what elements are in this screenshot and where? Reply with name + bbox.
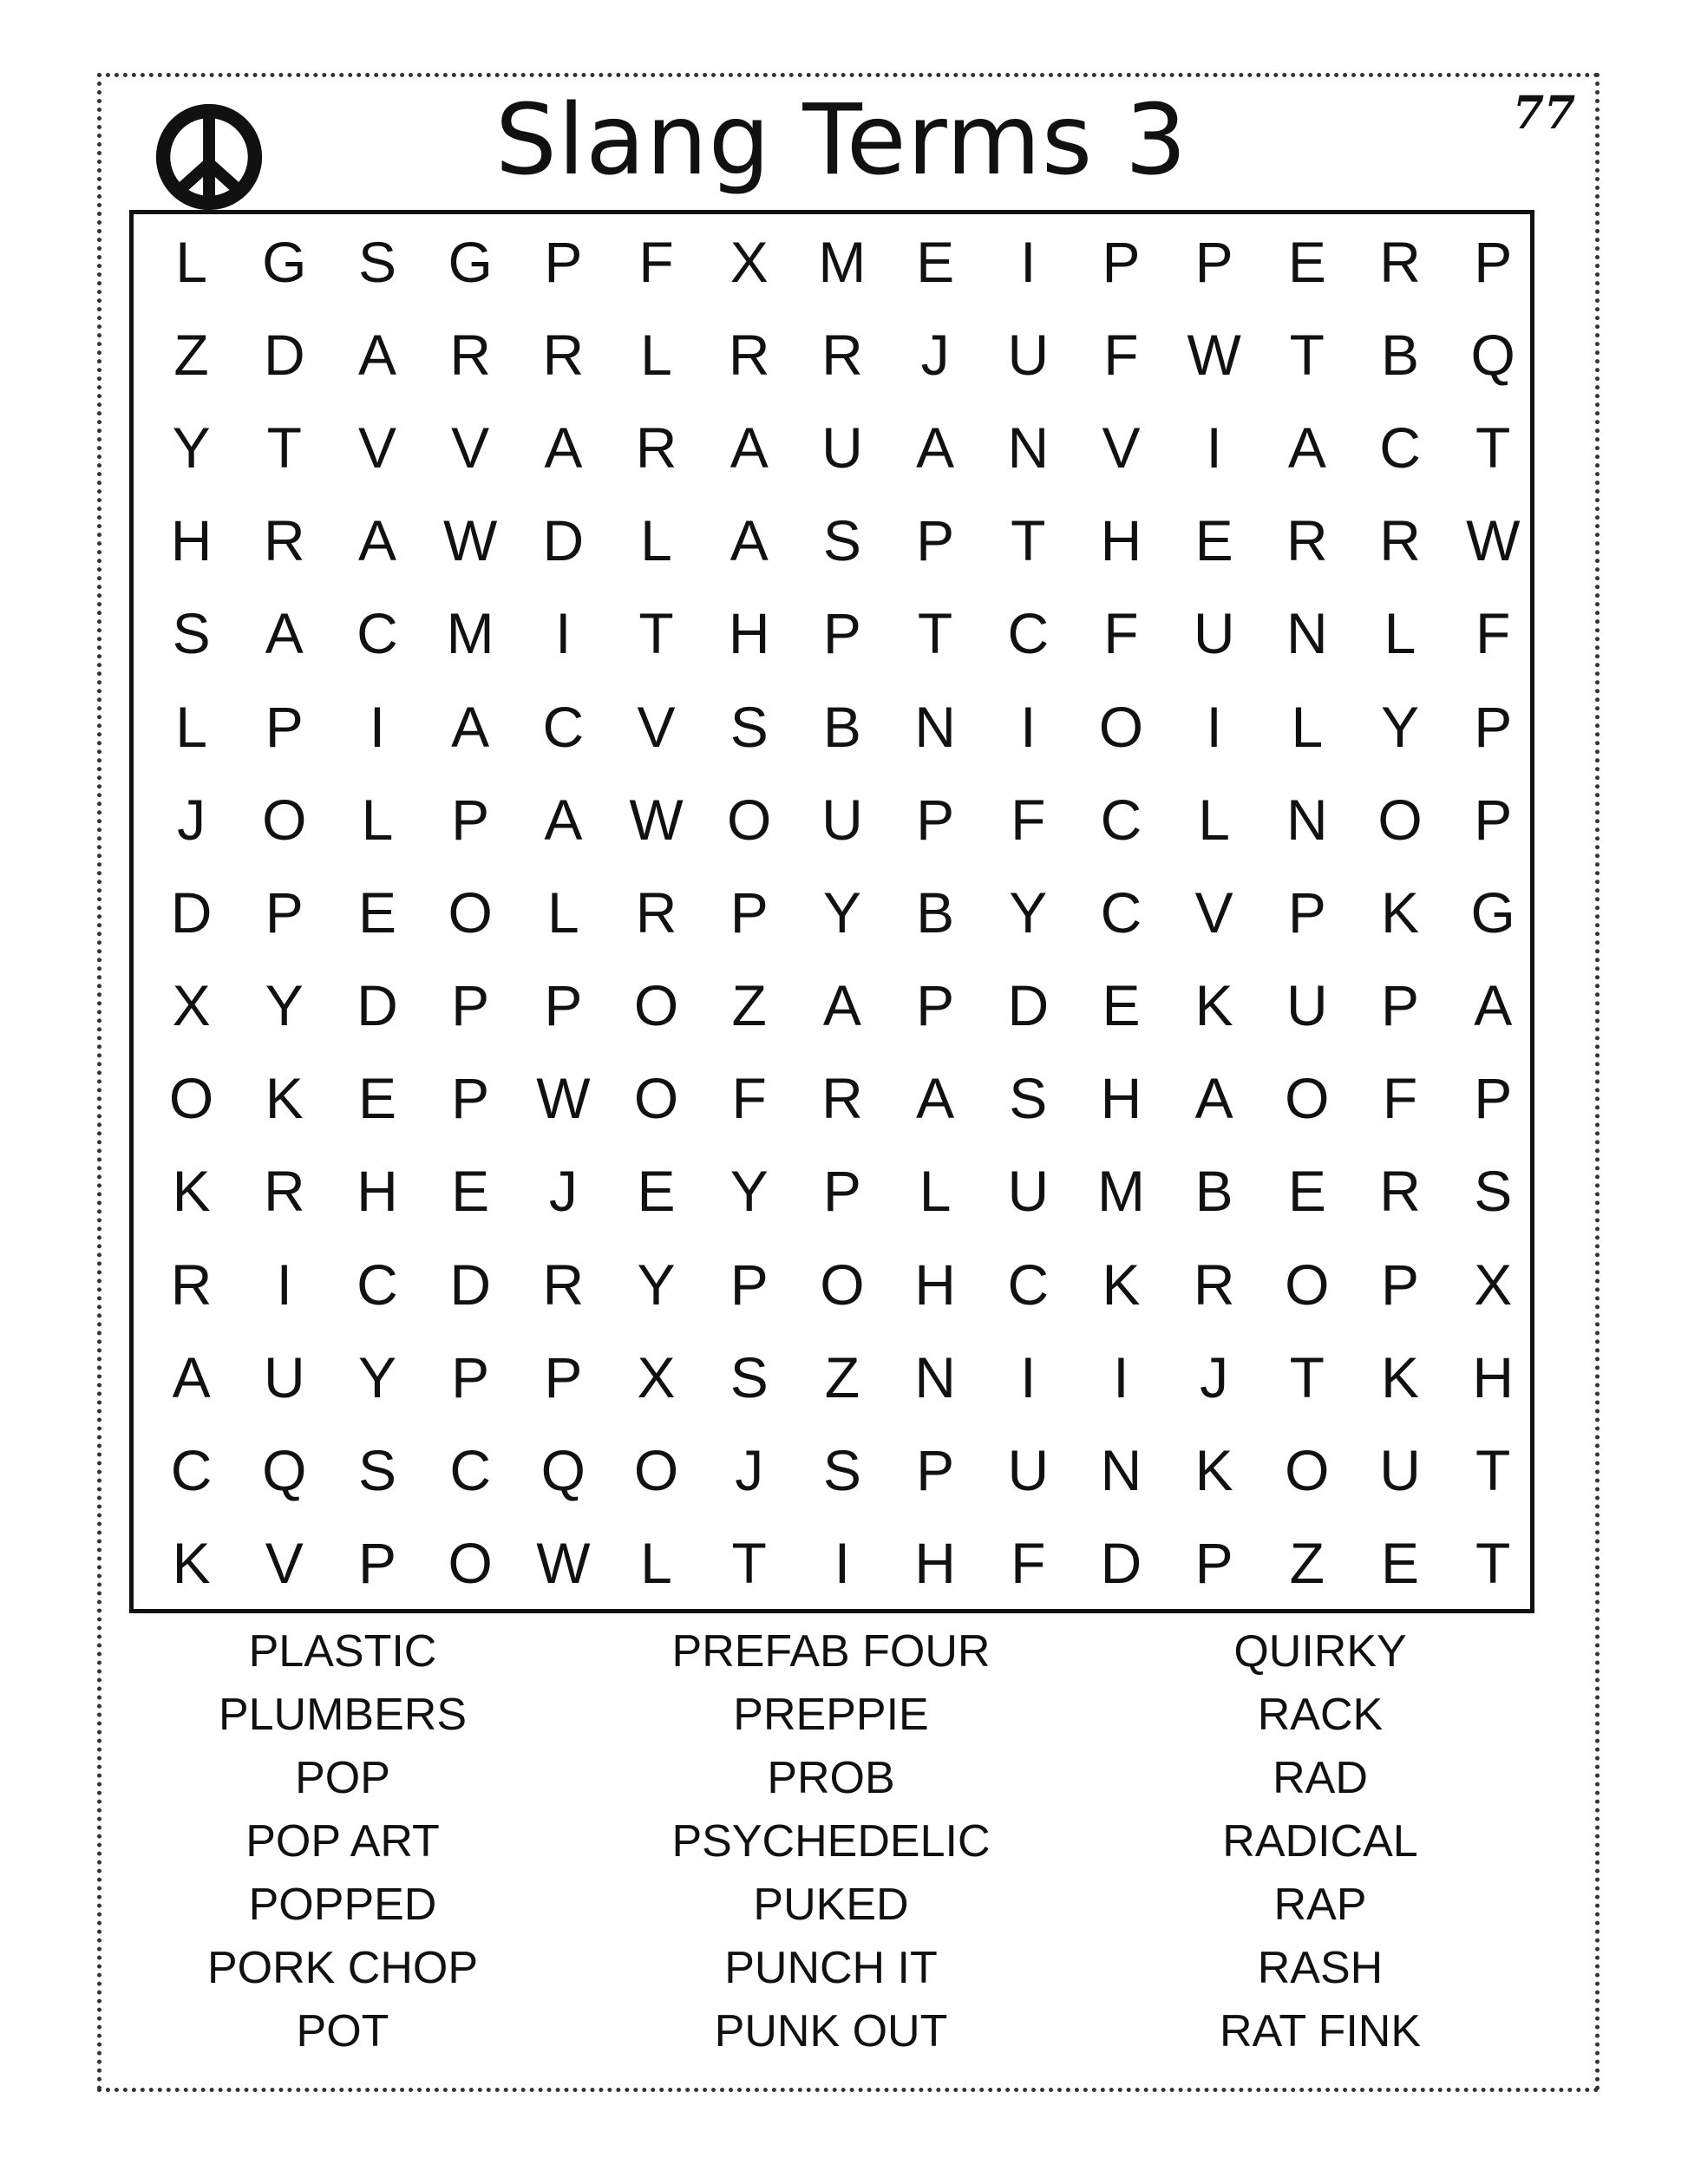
word-column	[1077, 1620, 1563, 2063]
grid-cell[interactable]: P	[1102, 229, 1141, 294]
grid-cell[interactable]: A	[451, 694, 490, 759]
grid-cell[interactable]: U	[1007, 1159, 1050, 1224]
grid-cell[interactable]: P	[822, 1159, 861, 1224]
grid-cell[interactable]: W	[629, 787, 684, 852]
grid-cell[interactable]: I	[1206, 694, 1222, 759]
grid-cell[interactable]: R	[449, 322, 491, 387]
grid-cell[interactable]: D	[357, 973, 398, 1038]
grid-cell[interactable]: R	[1286, 508, 1328, 573]
grid-cell[interactable]: C	[1100, 879, 1142, 945]
grid-cell[interactable]: N	[1100, 1438, 1142, 1503]
grid-cell[interactable]: K	[172, 1159, 211, 1224]
grid-cell[interactable]: A	[916, 415, 955, 480]
grid-cell[interactable]: P	[1287, 879, 1326, 945]
word-item: RAP	[1273, 1880, 1367, 1930]
grid-cell[interactable]: A	[544, 787, 583, 852]
grid-cell[interactable]: K	[1194, 973, 1233, 1038]
word-item: PUNK OUT	[714, 2006, 948, 2056]
grid-cell[interactable]: P	[357, 1531, 396, 1596]
grid-cell[interactable]: P	[916, 508, 955, 573]
grid-cell[interactable]: D	[1100, 1531, 1142, 1596]
grid-cell[interactable]: R	[821, 1066, 863, 1131]
grid-cell[interactable]: F	[1382, 1066, 1418, 1131]
grid-cell[interactable]: L	[640, 1531, 672, 1596]
peace-sign-icon	[154, 102, 264, 212]
grid-cell[interactable]: H	[1100, 1066, 1142, 1131]
grid-cell[interactable]: C	[1379, 415, 1421, 480]
grid-cell[interactable]: T	[638, 601, 674, 666]
grid-cell[interactable]: L	[175, 229, 207, 294]
word-item: POPPED	[248, 1880, 437, 1930]
grid-cell[interactable]: O	[448, 1531, 493, 1596]
grid-cell[interactable]: U	[1286, 973, 1328, 1038]
grid-cell[interactable]: S	[730, 1344, 769, 1409]
grid-cell[interactable]: V	[1194, 879, 1233, 945]
grid-cell[interactable]: C	[542, 694, 585, 759]
word-item: RAD	[1273, 1753, 1368, 1803]
grid-cell[interactable]: O	[820, 1252, 865, 1317]
grid-cell[interactable]: F	[638, 229, 674, 294]
grid-cell[interactable]: D	[542, 508, 585, 573]
grid-cell[interactable]: P	[822, 601, 861, 666]
grid-cell[interactable]: Y	[637, 1252, 676, 1317]
grid-cell[interactable]: A	[172, 1344, 211, 1409]
grid-cell[interactable]: O	[727, 787, 772, 852]
grid-cell[interactable]: E	[1102, 973, 1141, 1038]
grid-cell[interactable]: F	[1011, 1531, 1046, 1596]
grid-cell[interactable]: O	[633, 973, 679, 1038]
grid-cell[interactable]: R	[635, 415, 677, 480]
grid-cell[interactable]: P	[451, 1344, 490, 1409]
grid-cell[interactable]: J	[735, 1438, 764, 1503]
grid-cell[interactable]: I	[1020, 229, 1037, 294]
grid-cell[interactable]: A	[1474, 973, 1513, 1038]
grid-cell[interactable]: Z	[824, 1344, 860, 1409]
grid-cell[interactable]: I	[1020, 1344, 1037, 1409]
grid-cell[interactable]: V	[637, 694, 676, 759]
page-title: Slang Terms 3	[494, 84, 1188, 197]
grid-cell[interactable]: J	[177, 787, 206, 852]
grid-cell[interactable]: L	[546, 879, 579, 945]
grid-cell[interactable]: L	[640, 508, 672, 573]
page-number: 77	[1512, 87, 1576, 140]
grid-cell[interactable]: C	[449, 1438, 491, 1503]
grid-cell[interactable]: I	[1020, 694, 1037, 759]
grid-cell[interactable]: T	[1289, 1344, 1325, 1409]
grid-cell[interactable]: P	[1381, 973, 1420, 1038]
grid-cell[interactable]: P	[544, 973, 583, 1038]
grid-cell[interactable]: D	[170, 879, 213, 945]
grid-cell[interactable]: Z	[173, 322, 209, 387]
grid-cell[interactable]: N	[1007, 415, 1050, 480]
grid-cell[interactable]: E	[451, 1159, 490, 1224]
grid-cell[interactable]: O	[262, 787, 307, 852]
grid-cell[interactable]: P	[1474, 787, 1513, 852]
grid-cell[interactable]: P	[544, 229, 583, 294]
grid-cell[interactable]: N	[914, 1344, 956, 1409]
grid-cell[interactable]: T	[917, 601, 953, 666]
grid-cell[interactable]: R	[821, 322, 863, 387]
grid-cell[interactable]: P	[265, 879, 304, 945]
grid-cell[interactable]: B	[916, 879, 955, 945]
grid-cell[interactable]: Z	[1289, 1531, 1325, 1596]
grid-cell[interactable]: T	[1289, 322, 1325, 387]
grid-cell[interactable]: P	[451, 1066, 490, 1131]
grid-cell[interactable]: K	[1102, 1252, 1141, 1317]
grid-cell[interactable]: R	[542, 322, 585, 387]
grid-cell[interactable]: R	[542, 1252, 585, 1317]
grid-cell[interactable]: U	[1007, 322, 1050, 387]
word-item: PLASTIC	[248, 1626, 437, 1677]
grid-cell[interactable]: P	[451, 787, 490, 852]
word-column	[588, 1620, 1074, 2063]
grid-cell[interactable]: N	[914, 694, 956, 759]
grid-cell[interactable]: R	[263, 1159, 305, 1224]
grid-cell[interactable]: Z	[731, 973, 767, 1038]
grid-cell[interactable]: V	[357, 415, 396, 480]
grid-cell[interactable]: G	[262, 229, 307, 294]
grid-cell[interactable]: W	[1187, 322, 1241, 387]
word-item: POP ART	[245, 1816, 440, 1867]
grid-cell[interactable]: L	[1291, 694, 1324, 759]
grid-cell[interactable]: P	[916, 973, 955, 1038]
grid-cell[interactable]: Y	[357, 1344, 396, 1409]
grid-cell[interactable]: K	[265, 1066, 304, 1131]
grid-cell[interactable]: Y	[172, 415, 211, 480]
grid-cell[interactable]: S	[357, 229, 396, 294]
grid-cell[interactable]: X	[172, 973, 211, 1038]
grid-cell[interactable]: O	[448, 879, 493, 945]
grid-cell[interactable]: S	[822, 1438, 861, 1503]
word-item: POT	[296, 2006, 389, 2056]
word-item: PUNCH IT	[724, 1943, 938, 1993]
grid-cell[interactable]: S	[730, 694, 769, 759]
grid-cell[interactable]: E	[637, 1159, 676, 1224]
grid-cell[interactable]: D	[263, 322, 305, 387]
grid-cell[interactable]: S	[172, 601, 211, 666]
grid-cell[interactable]: U	[1193, 601, 1235, 666]
grid-cell[interactable]: Y	[822, 879, 861, 945]
word-item: RADICAL	[1222, 1816, 1418, 1867]
grid-cell[interactable]: O	[168, 1066, 214, 1131]
grid-cell[interactable]: L	[1384, 601, 1416, 666]
grid-cell[interactable]: C	[1007, 1252, 1050, 1317]
grid-cell[interactable]: U	[1007, 1438, 1050, 1503]
grid-cell[interactable]: O	[1285, 1438, 1330, 1503]
grid-cell[interactable]: D	[449, 1252, 491, 1317]
grid-cell[interactable]: U	[821, 787, 863, 852]
grid-cell[interactable]: M	[1096, 1159, 1145, 1224]
grid-cell[interactable]: A	[357, 322, 396, 387]
grid-cell[interactable]: Y	[265, 973, 304, 1038]
grid-cell[interactable]: Y	[1381, 694, 1420, 759]
grid-cell[interactable]: K	[1381, 1344, 1420, 1409]
grid-cell[interactable]: E	[916, 229, 955, 294]
grid-cell[interactable]: R	[170, 1252, 213, 1317]
grid-cell[interactable]: L	[640, 322, 672, 387]
grid-cell[interactable]: A	[357, 508, 396, 573]
grid-cell[interactable]: F	[1103, 322, 1139, 387]
word-item: RACK	[1257, 1690, 1384, 1740]
grid-cell[interactable]: X	[730, 229, 769, 294]
grid-cell[interactable]: H	[728, 601, 770, 666]
grid-cell[interactable]: E	[357, 1066, 396, 1131]
grid-cell[interactable]: J	[548, 1159, 578, 1224]
grid-cell[interactable]: I	[834, 1531, 851, 1596]
grid-cell[interactable]: I	[1113, 1344, 1129, 1409]
grid-cell[interactable]: V	[265, 1531, 304, 1596]
grid-cell[interactable]: T	[1011, 508, 1046, 573]
grid-cell[interactable]: P	[451, 973, 490, 1038]
grid-cell[interactable]: I	[1206, 415, 1222, 480]
grid-cell[interactable]: N	[1286, 787, 1328, 852]
grid-cell[interactable]: P	[916, 1438, 955, 1503]
grid-cell[interactable]: R	[1379, 508, 1421, 573]
grid-cell[interactable]: D	[1007, 973, 1050, 1038]
word-item: PUKED	[753, 1880, 909, 1930]
grid-cell[interactable]: U	[821, 415, 863, 480]
grid-cell[interactable]: L	[175, 694, 207, 759]
grid-cell[interactable]: Y	[1009, 879, 1048, 945]
grid-cell[interactable]: R	[1379, 1159, 1421, 1224]
grid-cell[interactable]: R	[1379, 229, 1421, 294]
word-column	[100, 1620, 586, 2063]
grid-cell[interactable]: F	[1011, 787, 1046, 852]
grid-cell[interactable]: C	[357, 1252, 398, 1317]
grid-cell[interactable]: F	[1475, 601, 1511, 666]
grid-cell[interactable]: C	[357, 601, 398, 666]
grid-cell[interactable]: W	[1466, 508, 1521, 573]
grid-cell[interactable]: K	[172, 1531, 211, 1596]
grid-cell[interactable]: P	[544, 1344, 583, 1409]
grid-cell[interactable]: B	[1194, 1159, 1233, 1224]
grid-cell[interactable]: N	[1286, 601, 1328, 666]
grid-cell[interactable]: P	[265, 694, 304, 759]
grid-cell[interactable]: S	[1009, 1066, 1048, 1131]
word-item: RASH	[1257, 1943, 1384, 1993]
grid-cell[interactable]: O	[633, 1066, 679, 1131]
grid-cell[interactable]: S	[822, 508, 861, 573]
grid-cell[interactable]: X	[637, 1344, 676, 1409]
grid-cell[interactable]: T	[266, 415, 302, 480]
grid-cell[interactable]: T	[731, 1531, 767, 1596]
grid-cell[interactable]: A	[822, 973, 861, 1038]
grid-cell[interactable]: T	[1475, 1438, 1511, 1503]
grid-cell[interactable]: I	[555, 601, 572, 666]
grid-cell[interactable]: O	[1285, 1252, 1330, 1317]
word-item: QUIRKY	[1233, 1626, 1407, 1677]
grid-cell[interactable]: E	[1287, 1159, 1326, 1224]
grid-cell[interactable]: P	[1381, 1252, 1420, 1317]
grid-cell[interactable]: E	[1194, 508, 1233, 573]
grid-cell[interactable]: P	[1474, 694, 1513, 759]
grid-cell[interactable]: T	[1475, 415, 1511, 480]
grid-cell[interactable]: O	[1098, 694, 1144, 759]
grid-cell[interactable]: F	[731, 1066, 767, 1131]
grid-cell[interactable]: I	[276, 1252, 292, 1317]
grid-cell[interactable]: I	[369, 694, 386, 759]
grid-cell[interactable]: H	[1100, 508, 1142, 573]
grid-cell[interactable]: X	[1474, 1252, 1513, 1317]
word-item: PREPPIE	[733, 1690, 929, 1740]
grid-cell[interactable]: U	[1379, 1438, 1421, 1503]
grid-cell[interactable]: R	[635, 879, 677, 945]
grid-cell[interactable]: C	[1007, 601, 1050, 666]
grid-cell[interactable]: L	[919, 1159, 952, 1224]
grid-cell[interactable]: R	[263, 508, 305, 573]
grid-cell[interactable]: H	[170, 508, 213, 573]
grid-cell[interactable]: A	[1194, 1066, 1233, 1131]
grid-cell[interactable]: M	[818, 229, 867, 294]
grid-cell[interactable]: L	[1198, 787, 1231, 852]
grid-cell[interactable]: W	[536, 1066, 591, 1131]
grid-cell[interactable]: Y	[730, 1159, 769, 1224]
grid-cell[interactable]: F	[1103, 601, 1139, 666]
grid-cell[interactable]: B	[1381, 322, 1420, 387]
grid-cell[interactable]: E	[1381, 1531, 1420, 1596]
grid-cell[interactable]: T	[1475, 1531, 1511, 1596]
grid-cell[interactable]: M	[446, 601, 494, 666]
grid-cell[interactable]: P	[1474, 229, 1513, 294]
grid-cell[interactable]: P	[730, 879, 769, 945]
grid-cell[interactable]: C	[170, 1438, 213, 1503]
grid-cell[interactable]: P	[1194, 1531, 1233, 1596]
grid-cell[interactable]: Q	[540, 1438, 586, 1503]
grid-cell[interactable]: A	[544, 415, 583, 480]
grid-cell[interactable]: P	[1474, 1066, 1513, 1131]
grid-cell[interactable]: J	[1200, 1344, 1229, 1409]
grid-cell[interactable]: G	[448, 229, 493, 294]
grid-cell[interactable]: A	[730, 415, 769, 480]
grid-cell[interactable]: R	[1193, 1252, 1235, 1317]
word-item: PLUMBERS	[218, 1690, 468, 1740]
grid-cell[interactable]: P	[730, 1252, 769, 1317]
grid-cell[interactable]: U	[263, 1344, 305, 1409]
grid-cell[interactable]: H	[914, 1252, 956, 1317]
grid-cell[interactable]: W	[536, 1531, 591, 1596]
grid-cell[interactable]: O	[1285, 1066, 1330, 1131]
grid-cell[interactable]: C	[1100, 787, 1142, 852]
grid-cell[interactable]: A	[916, 1066, 955, 1131]
grid-cell[interactable]: P	[1194, 229, 1233, 294]
grid-cell[interactable]: O	[633, 1438, 679, 1503]
word-item: POP	[295, 1753, 390, 1803]
grid-cell[interactable]: V	[1102, 415, 1141, 480]
grid-cell[interactable]: L	[361, 787, 394, 852]
word-item: PROB	[767, 1753, 895, 1803]
grid-cell[interactable]: A	[1287, 415, 1326, 480]
grid-cell[interactable]: K	[1381, 879, 1420, 945]
word-item: RAT FINK	[1219, 2006, 1422, 2056]
grid-cell[interactable]: B	[822, 694, 861, 759]
grid-cell[interactable]: V	[451, 415, 490, 480]
word-item: PORK CHOP	[206, 1943, 479, 1993]
word-item: PSYCHEDELIC	[671, 1816, 991, 1867]
grid-cell[interactable]: P	[916, 787, 955, 852]
grid-cell[interactable]: J	[920, 322, 950, 387]
grid-cell[interactable]: E	[357, 879, 396, 945]
grid-cell[interactable]: R	[728, 322, 770, 387]
grid-cell[interactable]: H	[914, 1531, 956, 1596]
grid-cell[interactable]: G	[1470, 879, 1515, 945]
grid-cell[interactable]: W	[443, 508, 498, 573]
grid-cell[interactable]: O	[1377, 787, 1423, 852]
grid-cell[interactable]: H	[1472, 1344, 1515, 1409]
grid-cell[interactable]: A	[730, 508, 769, 573]
grid-cell[interactable]: S	[357, 1438, 396, 1503]
grid-cell[interactable]: Q	[262, 1438, 307, 1503]
grid-cell[interactable]: E	[1287, 229, 1326, 294]
word-item: PREFAB FOUR	[671, 1626, 991, 1677]
grid-cell[interactable]: A	[265, 601, 304, 666]
grid-cell[interactable]: S	[1474, 1159, 1513, 1224]
letter-grid	[145, 215, 1550, 1620]
grid-cell[interactable]: K	[1194, 1438, 1233, 1503]
grid-cell[interactable]: H	[357, 1159, 398, 1224]
grid-cell[interactable]: Q	[1470, 322, 1515, 387]
